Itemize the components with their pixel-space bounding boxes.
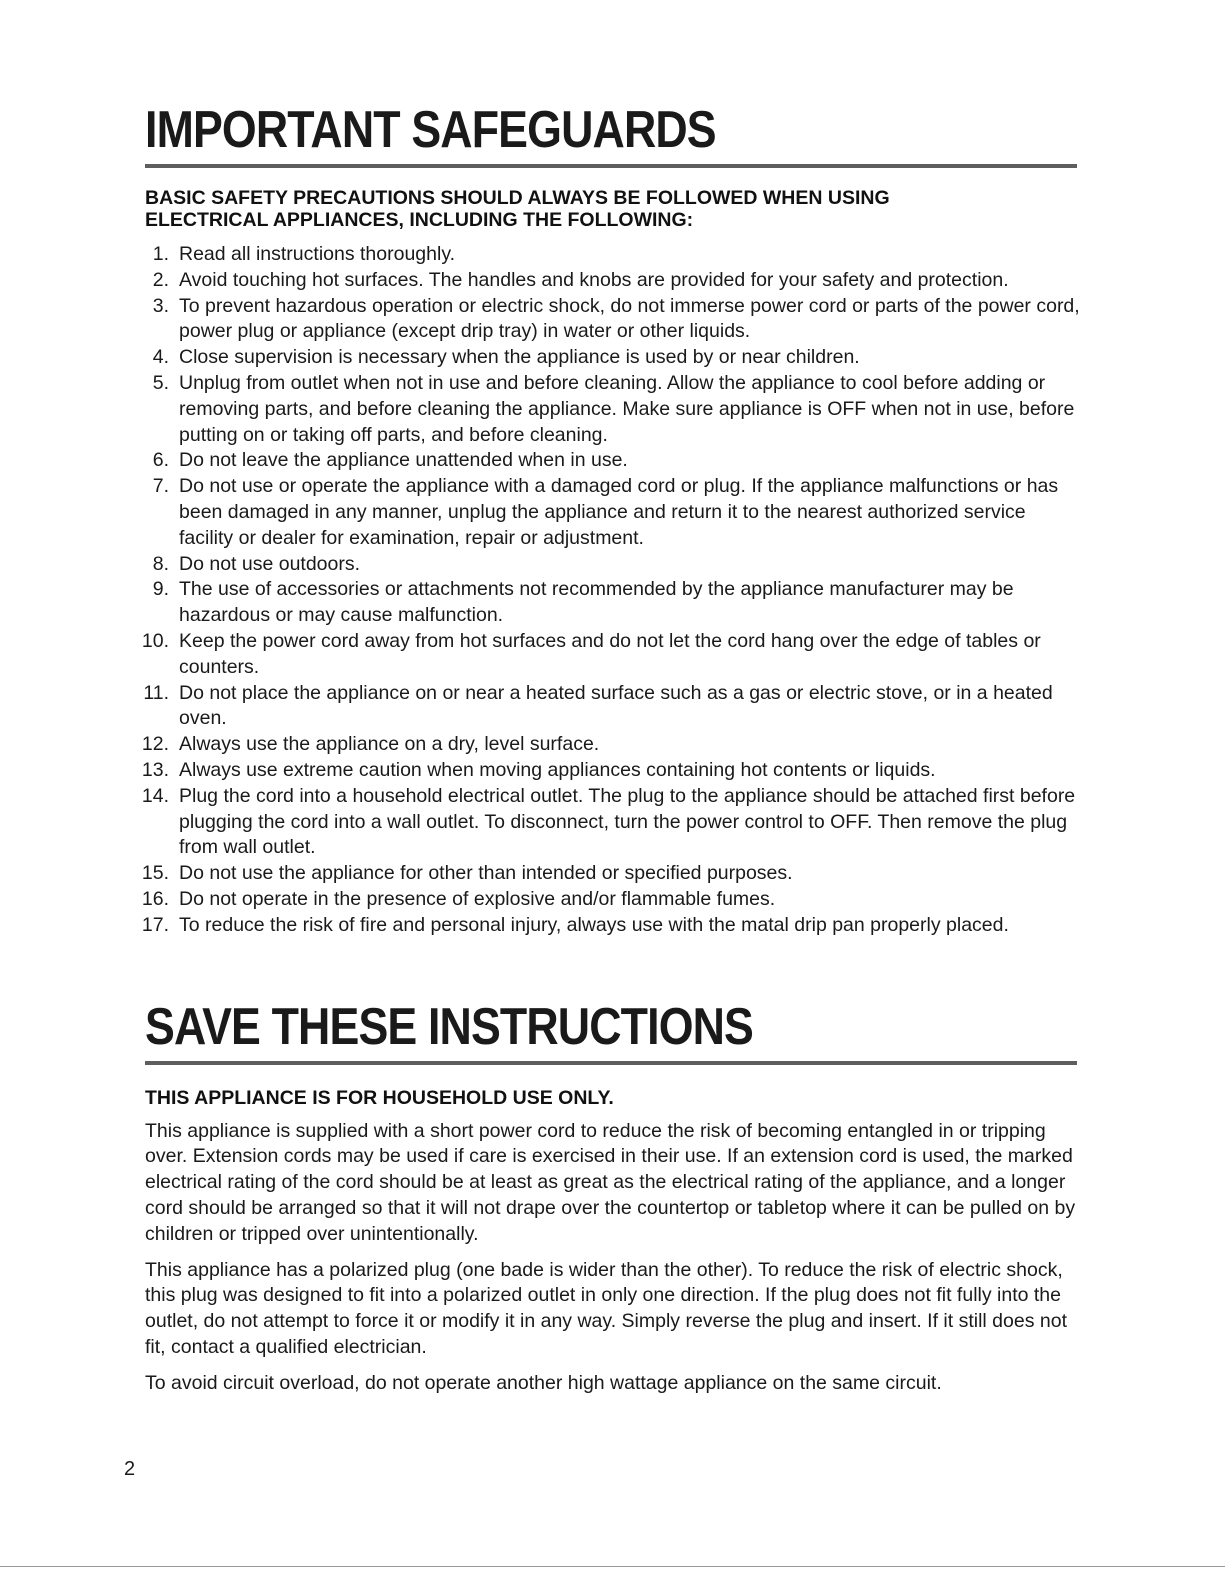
list-item <box>145 371 1080 448</box>
title-rule <box>145 1061 1077 1065</box>
item-text: To reduce the risk of fire and personal injury, always use with the matal drip pan properly placed. <box>179 913 1009 936</box>
list-item <box>145 681 1080 733</box>
item-text: Do not use the appliance for other than intended or specified purposes. <box>179 862 793 885</box>
item-text: The use of accessories or attachments not recommended by the appliance manufacturer may be hazardous or may cause malfunction. <box>179 578 1014 627</box>
item-number: 11. <box>143 681 169 704</box>
power-cord-paragraph: This appliance is supplied with a short power cord to reduce the risk of becoming entangled in or tripping over. Extension cords may be used if care is exercised in their use. If an extension cord is used, the marked electrical rating of the cord should be at least as great as the electrical rating of the appliance, and a longer cord should be arranged so that it will not drape over the countertop or tabletop where it can be pulled on by children or tripped over unintentionally. <box>145 1119 1076 1245</box>
item-text: Read all instructions thoroughly. <box>179 243 456 265</box>
scan-edge-line <box>0 1566 1225 1567</box>
item-number: 16. <box>141 887 169 910</box>
title-rule <box>145 164 1077 168</box>
item-text: Unplug from outlet when not in use and before cleaning. Allow the appliance to cool before adding or removing parts, and before cleaning the appliance. Make sure appliance is OFF when not in use, before putting on or taking off parts, and before cleaning. <box>179 371 1075 446</box>
item-text: Plug the cord into a household electrical outlet. The plug to the appliance should be attached first before plugging the cord into a wall outlet. To disconnect, turn the power control to OFF. Then remove the plug from wall outlet. <box>179 784 1076 859</box>
page-content <box>141 100 1080 1396</box>
list-item <box>145 294 1080 346</box>
list-item <box>145 474 1080 551</box>
list-item <box>145 577 1080 629</box>
item-text: Keep the power cord away from hot surfaces and do not let the cord hang over the edge of tables or counters. <box>179 629 1041 678</box>
list-item <box>141 629 1080 681</box>
precautions-subhead <box>145 187 1080 231</box>
item-text: Always use extreme caution when moving appliances containing hot contents or liquids. <box>179 758 936 781</box>
item-number: 12. <box>141 733 169 756</box>
list-item <box>145 345 1080 371</box>
item-text: Close supervision is necessary when the appliance is used by or near children. <box>179 346 860 369</box>
list-item <box>141 913 1080 939</box>
item-text: Do not leave the appliance unattended when in use. <box>179 449 628 472</box>
item-number: 15. <box>141 862 169 885</box>
item-number: 6. <box>152 449 169 472</box>
item-text: Do not use or operate the appliance with a damaged cord or plug. If the appliance malfunctions or has been damaged in any manner, unplug the appliance and return it to the nearest authorized service facility or dealer for examination, repair or adjustment. <box>179 475 1059 549</box>
list-item <box>145 552 1080 578</box>
circuit-overload-paragraph: To avoid circuit overload, do not operate another high wattage appliance on the same circuit. <box>145 1371 942 1394</box>
precautions-subhead-line1: BASIC SAFETY PRECAUTIONS SHOULD ALWAYS BE FOLLOWED WHEN USING <box>145 187 890 209</box>
household-use-subhead: THIS APPLIANCE IS FOR HOUSEHOLD USE ONLY. <box>145 1086 614 1109</box>
precautions-subhead-line2: ELECTRICAL APPLIANCES, INCLUDING THE FOLLOWING: <box>145 209 694 231</box>
item-number: 5. <box>152 371 169 394</box>
item-number: 8. <box>152 552 169 575</box>
safeguards-title: IMPORTANT SAFEGUARDS <box>145 101 716 159</box>
item-number: 14. <box>141 784 169 807</box>
item-text: Avoid touching hot surfaces. The handles and knobs are provided for your safety and protection. <box>179 268 1009 291</box>
list-item <box>145 448 1080 474</box>
item-number: 10. <box>141 629 169 652</box>
list-item <box>141 861 1080 887</box>
item-number: 17. <box>141 913 169 936</box>
page-number: 2 <box>124 1458 136 1480</box>
list-item <box>141 784 1080 861</box>
item-number: 7. <box>152 475 169 498</box>
item-text: Do not use outdoors. <box>179 552 361 575</box>
safeguards-list <box>141 242 1080 939</box>
item-number: 13. <box>141 758 169 781</box>
item-number: 1. <box>152 243 169 265</box>
list-item <box>141 887 1080 913</box>
item-text: Always use the appliance on a dry, level surface. <box>179 733 600 756</box>
item-number: 9. <box>152 578 169 601</box>
list-item <box>141 758 1080 784</box>
list-item <box>145 242 1080 268</box>
item-number: 2. <box>152 268 169 291</box>
save-instructions-title: SAVE THESE INSTRUCTIONS <box>145 997 754 1056</box>
item-text: Do not place the appliance on or near a heated surface such as a gas or electric stove, or in a heated oven. <box>179 681 1053 730</box>
item-number: 4. <box>152 346 169 369</box>
list-item <box>145 268 1080 294</box>
item-text: Do not operate in the presence of explosive and/or flammable fumes. <box>179 887 776 910</box>
list-item <box>141 732 1080 758</box>
polarized-plug-paragraph: This appliance has a polarized plug (one bade is wider than the other). To reduce the risk of electric shock, this plug was designed to fit into a polarized outlet in only one direction. If the plug does not fit fully into the outlet, do not attempt to force it or modify it in any way. Simply reverse the plug and insert. If it still does not fit, contact a qualified electrician. <box>145 1258 1067 1358</box>
item-number: 3. <box>152 294 169 317</box>
item-text: To prevent hazardous operation or electric shock, do not immerse power cord or parts of the power cord, power plug or appliance (except drip tray) in water or other liquids. <box>179 294 1080 343</box>
